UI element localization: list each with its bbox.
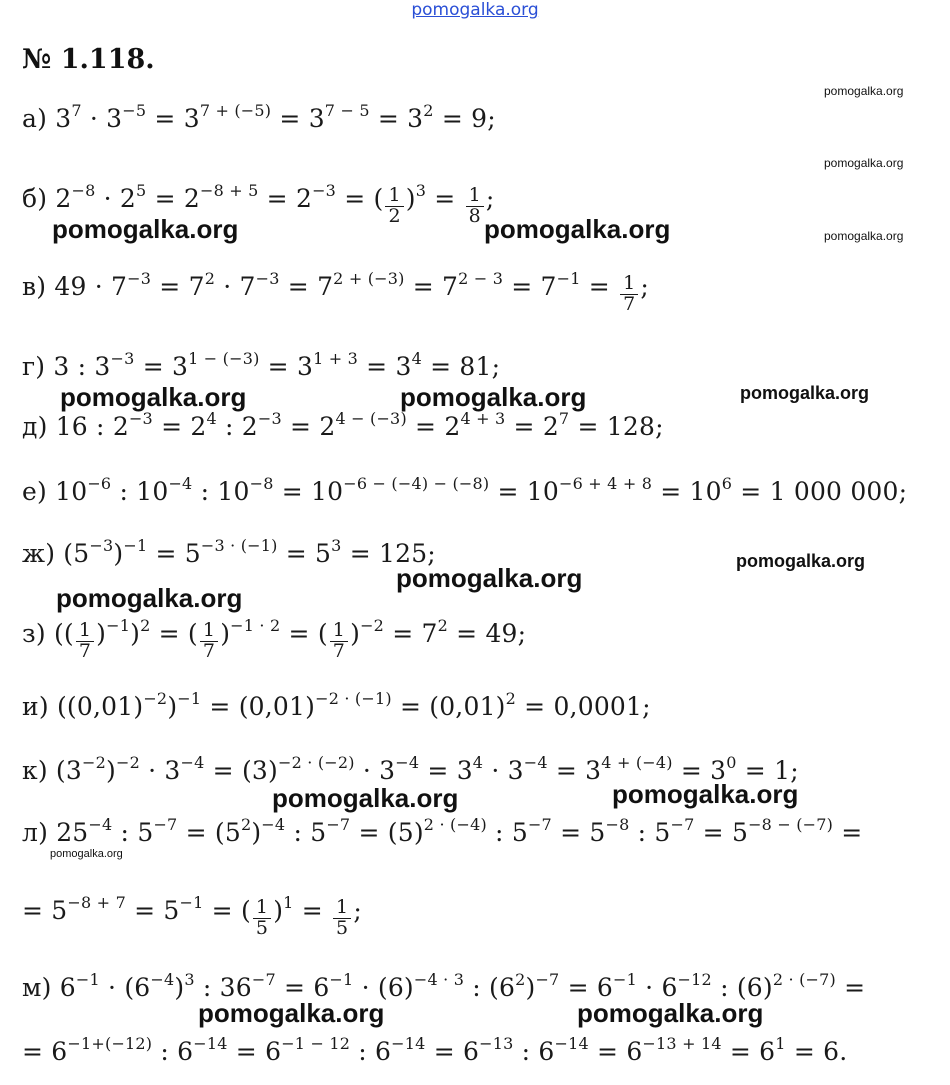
fraction: $\frac{1}{7}$ bbox=[76, 621, 94, 662]
item-label: г) bbox=[22, 352, 46, 381]
watermark: pomogalka.org bbox=[396, 563, 583, 593]
item-label: л) bbox=[22, 818, 49, 847]
watermark: pomogalka.org bbox=[612, 779, 799, 809]
problem-number: № 1.118. bbox=[22, 44, 155, 75]
watermark: pomogalka.org bbox=[824, 84, 904, 98]
line-d: д) 16 : $2^{-3} = 2^4$ : $2^{-3} = 2^{4 - (-3)} = 2^{4 + 3} = 2^7 = 128$; bbox=[22, 409, 664, 441]
item-label: е) bbox=[22, 477, 47, 506]
fraction: $\frac{1}{2}$ bbox=[385, 186, 403, 227]
line-i: и) $((0,01)^{-2})^{-1} = (0,01)^{-2 \cdot (-1)} = (0,01)^2 = 0,0001$; bbox=[22, 689, 651, 721]
line-z: з) (( $\frac{1}{7}$ )$^{-1}$)$^2$ = ( $\frac{1}{7}$ )$^{-1 \cdot 2}$ = ( $\frac{1}{7}$ )$^{-2} = 7^2 = 49$; bbox=[22, 615, 527, 662]
line-k: к) $(3^{-2})^{-2} \cdot 3^{-4} = (3)^{-2 \cdot (-2)} \cdot 3^{-4} = 3^4 \cdot 3^{-4} = 3^{4 + (-4)} = 3^0 = 1$; bbox=[22, 753, 799, 785]
fraction: $\frac{1}{5}$ bbox=[333, 898, 351, 939]
line-g: г) 3 : $3^{-3} = 3^{1 - (-3)} = 3^{1 + 3} = 3^4 = 81$; bbox=[22, 349, 501, 381]
item-label: д) bbox=[22, 412, 48, 441]
watermark: pomogalka.org bbox=[198, 998, 385, 1028]
fraction: $\frac{1}{7}$ bbox=[620, 274, 638, 315]
fraction: $\frac{1}{5}$ bbox=[253, 898, 271, 939]
line-l2: = $5^{-8 + 7} = 5^{-1}$ = ( $\frac{1}{5}$ )$^1$ = $\frac{1}{5}$ ; bbox=[22, 892, 362, 939]
item-label: ж) bbox=[22, 539, 56, 568]
watermark: pomogalka.org bbox=[400, 382, 587, 412]
item-label: в) bbox=[22, 271, 47, 301]
item-label: а) bbox=[22, 104, 48, 133]
watermark: pomogalka.org bbox=[824, 229, 904, 243]
item-label: м) bbox=[22, 973, 52, 1002]
watermark: pomogalka.org bbox=[56, 583, 243, 613]
item-label: и) bbox=[22, 692, 49, 721]
fraction: $\frac{1}{7}$ bbox=[330, 621, 348, 662]
line-a: а) $3^7 \cdot 3^{-5} = 3^{7 + (-5)} = 3^{7 - 5} = 3^2 = 9$; bbox=[22, 101, 496, 133]
item-label: б) bbox=[22, 183, 48, 213]
item-label: к) bbox=[22, 756, 48, 785]
watermark-top[interactable]: pomogalka.org bbox=[411, 0, 539, 20]
watermark: pomogalka.org bbox=[52, 214, 239, 244]
fraction: $\frac{1}{8}$ bbox=[466, 186, 484, 227]
line-m1: м) $6^{-1} \cdot (6^{-4})^3$ : $36^{-7} = 6^{-1} \cdot (6)^{-4 \cdot 3}$ : $(6^2)^{-7} = 6^{-1} \cdot 6^{-12}$ : $(6)^{2 \cdot (-7)}$ = bbox=[22, 970, 866, 1002]
watermark: pomogalka.org bbox=[736, 551, 866, 571]
watermark: pomogalka.org bbox=[60, 382, 247, 412]
line-m2: = $6^{-1+(-12)}$ : $6^{-14} = 6^{-1 - 12}$ : $6^{-14} = 6^{-13}$ : $6^{-14} = 6^{-13 + 14} = 6^1 = 6$. bbox=[22, 1034, 848, 1066]
line-l1: л) $25^{-4}$ : $5^{-7} = (5^2)^{-4}$ : $5^{-7} = (5)^{2 \cdot (-4)}$ : $5^{-7} = 5^{-8}$ : $5^{-7} = 5^{-8 - (-7)}$ = bbox=[22, 815, 863, 847]
watermark: pomogalka.org bbox=[272, 783, 459, 813]
line-b: б) $2^{-8} \cdot 2^5 = 2^{-8 + 5} = 2^{-3}$ = ( $\frac{1}{2}$ )$^3$ = $\frac{1}{8}$ ; bbox=[22, 180, 495, 227]
watermark: pomogalka.org bbox=[484, 214, 671, 244]
line-v: в) $49 \cdot 7^{-3} = 7^2 \cdot 7^{-3} = 7^{2 + (-3)} = 7^{2 - 3} = 7^{-1}$ = $\frac{1}{7}$ ; bbox=[22, 268, 650, 315]
watermark: pomogalka.org bbox=[50, 848, 123, 860]
watermark: pomogalka.org bbox=[577, 998, 764, 1028]
item-label: з) bbox=[22, 618, 46, 648]
line-e: е) $10^{-6}$ : $10^{-4}$ : $10^{-8} = 10^{-6 - (-4) - (-8)} = 10^{-6 + 4 + 8} = 10^6 = 1$ 000 000; bbox=[22, 474, 908, 506]
watermark: pomogalka.org bbox=[824, 156, 904, 170]
fraction: $\frac{1}{7}$ bbox=[200, 621, 218, 662]
line-zh: ж) $(5^{-3})^{-1} = 5^{-3 \cdot (-1)} = 5^3 = 125$; bbox=[22, 536, 436, 568]
watermark: pomogalka.org bbox=[740, 383, 870, 403]
